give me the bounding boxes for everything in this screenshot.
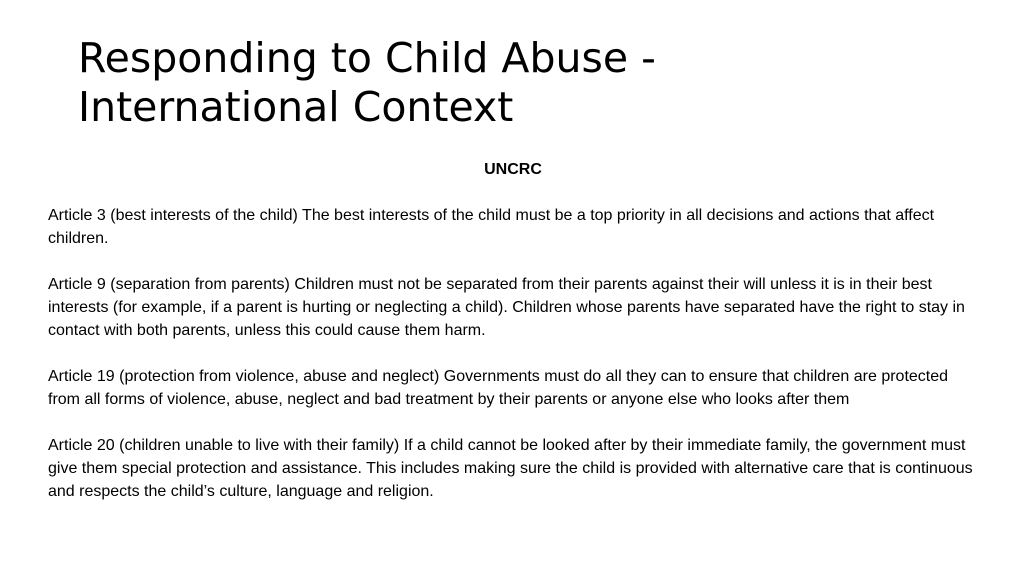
article-20-paragraph: Article 20 (children unable to live with their family) If a child cannot be looked after by their immediate family, the government must give them special protection and assistance. This includes making sure the child is provided with alternative care that is continuous and respects the child’s culture, language and religion. [48,437,973,500]
article-9-paragraph: Article 9 (separation from parents) Children must not be separated from their parents against their will unless it is in their best interests (for example, if a parent is hurting or neglecting a child). Children whose parents have separated have the right to stay in contact with both parents, unless this could cause them harm. [48,276,965,339]
slide-title-line-1: Responding to Child Abuse - [78,34,656,82]
slide-body [48,158,978,526]
slide-title-line-2: International Context [78,83,514,131]
article-3-paragraph: Article 3 (best interests of the child) The best interests of the child must be a top priority in all decisions and actions that affect children. [48,207,935,247]
article-19-paragraph: Article 19 (protection from violence, abuse and neglect) Governments must do all they can to ensure that children are protected from all forms of violence, abuse, neglect and bad treatment by their parents or anyone else who looks after them [48,368,949,408]
section-heading: UNCRC [484,161,542,178]
slide-title [78,34,958,132]
